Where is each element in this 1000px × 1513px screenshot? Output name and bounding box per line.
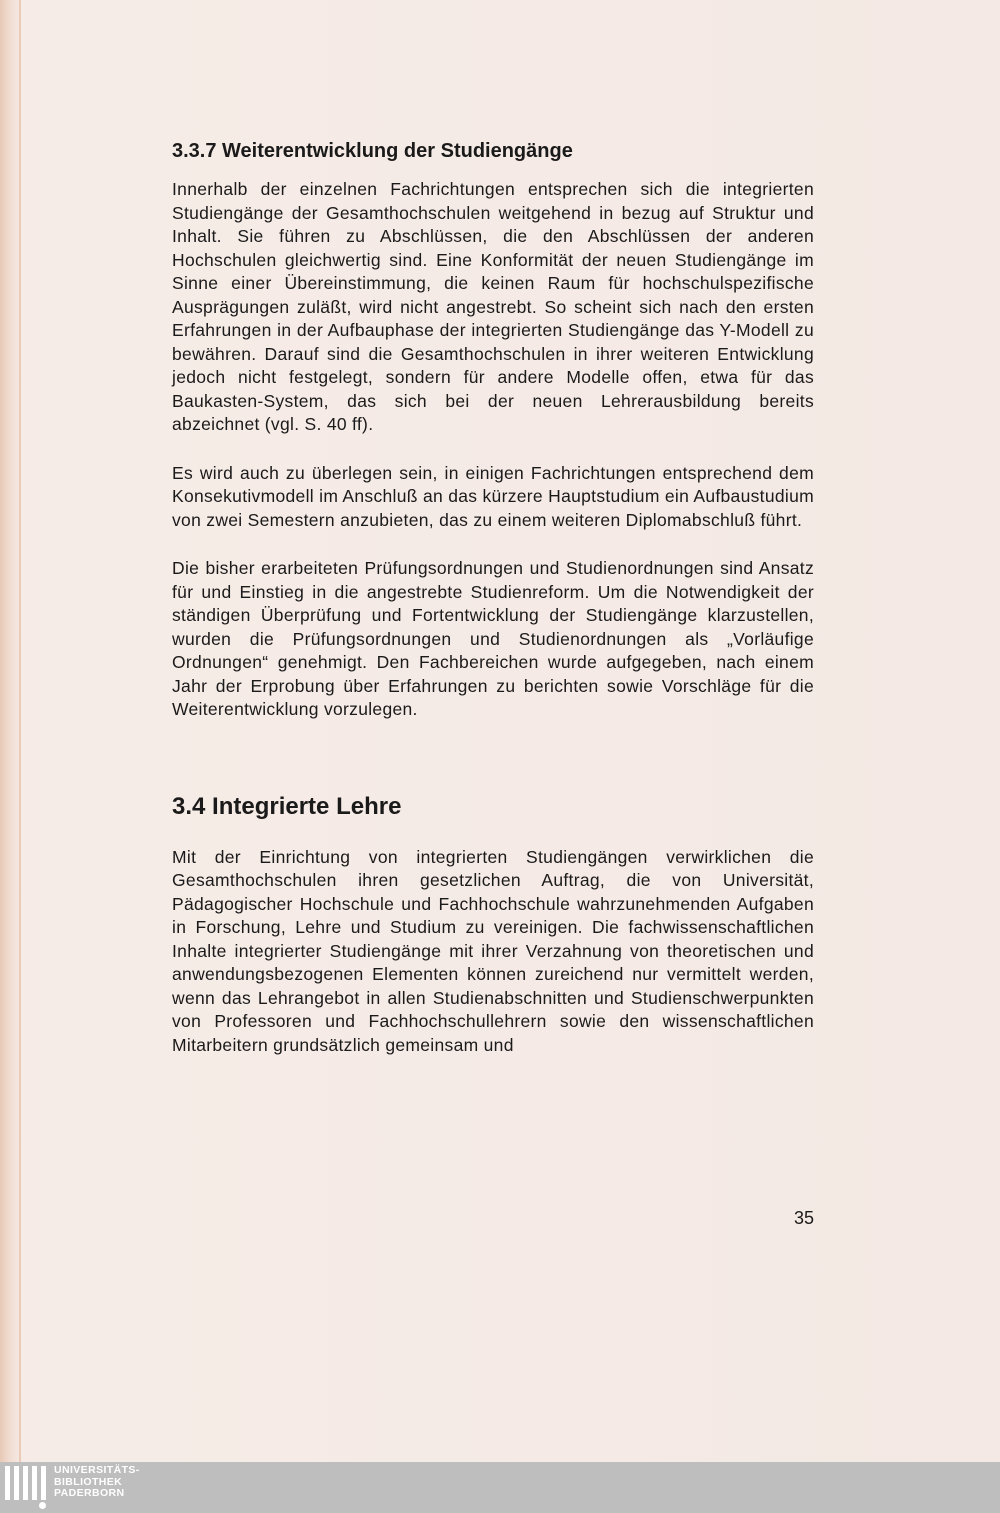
page-content — [172, 138, 814, 1082]
paragraph: Die bisher erarbeiteten Prüfungsordnungen und Studienordnungen sind Ansatz für und Einstieg in die angestrebte Studienreform. Um die Notwendigkeit der ständigen Überprüfung und Fortentwicklung der Studiengänge klarzustellen, wurden die Prüfungsordnungen und Studienordnungen als „Vorläufige Ordnungen“ genehmigt. Den Fachbereichen wurde aufgegeben, nach einem Jahr der Erprobung über Erfahrungen zu berichten sowie Vorschläge für die Weiterentwicklung vorzulegen. — [172, 558, 814, 719]
section-heading-3-4: 3.4 Integrierte Lehre — [172, 792, 402, 820]
paragraph: Es wird auch zu überlegen sein, in einigen Fachrichtungen entsprechend dem Konsekutivmodell im Anschluß an das kürzere Hauptstudium ein Aufbaustudium von zwei Semestern anzubieten, das zu einem weiteren Diplomabschluß führt. — [172, 462, 814, 530]
library-logo-text — [54, 1465, 140, 1500]
paragraph: Innerhalb der einzelnen Fachrichtungen entsprechen sich die integrierten Studiengänge der Gesamthochschulen weitgehend in bezug auf Struktur und Inhalt. Sie führen zu Abschlüssen, die den Abschlüssen der anderen Hochschulen gleichwertig sind. Eine Konformität der neuen Studiengänge im Sinne einer Übereinstimmung, die keinen Raum für hochschulspezifische Ausprägungen zuläßt, wird nicht angestrebt. So scheint sich nach den ersten Erfahrungen in der Aufbauphase der integrierten Studiengänge das Y-Modell zu bewähren. Darauf sind die Gesamthochschulen in ihrer weiteren Entwicklung jedoch nicht festgelegt, sondern für andere Modelle offen, etwa für das Baukasten-System, das sich bei der neuen Lehrerausbildung bereits abzeichnet (vgl. S. 40 ff). — [172, 179, 814, 434]
library-footer-bar — [0, 1462, 1000, 1513]
page-number: 35 — [794, 1208, 815, 1228]
logo-line: PADERBORN — [54, 1487, 125, 1499]
library-logo-icon — [5, 1466, 49, 1506]
logo-line: UNIVERSITÄTS- — [54, 1464, 140, 1476]
logo-line: BIBLIOTHEK — [54, 1475, 123, 1488]
page-spine-shadow — [19, 0, 21, 1462]
paragraph: Mit der Einrichtung von integrierten Studiengängen verwirklichen die Gesamthochschulen ihren gesetzlichen Auftrag, die von Universität, Pädagogischer Hochschule und Fachhochschule wahrzunehmenden Aufgaben in Forschung, Lehre und Studium zu vereinigen. Die fachwissenschaftlichen Inhalte integrierter Studiengänge mit ihrer Verzahnung von theoretischen und anwendungsbezogenen Elementen können zureichend nur vermittelt werden, wenn das Lehrangebot in allen Studienabschnitten und Studienschwerpunkten von Professoren und Fachhochschullehrern sowie den wissenschaftlichen Mitarbeitern grundsätzlich gemeinsam und — [172, 846, 814, 1055]
section-heading-3-3-7: 3.3.7 Weiterentwicklung der Studiengänge — [172, 140, 573, 162]
